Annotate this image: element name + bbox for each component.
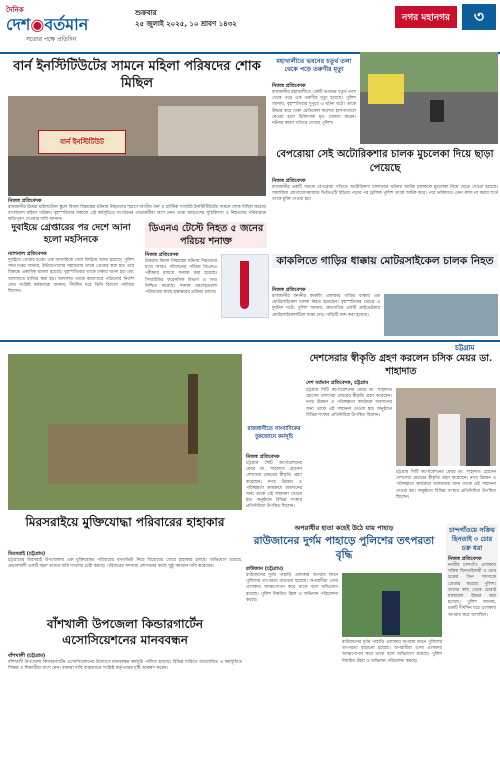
- chattogram-label: চট্টগ্রাম: [455, 344, 475, 352]
- section-divider: [0, 340, 500, 342]
- page-number: ৩: [462, 4, 496, 30]
- section-name: নগর মহানগর: [395, 6, 457, 28]
- issue-date: [135, 8, 237, 30]
- building-shape: [158, 106, 258, 156]
- story10-body: রাউজানের দুর্গম পাহাড়ি এলাকায় অপরাধ দমনে পুলিশের তৎপরতা বাড়ানো হয়েছে। অপরাধীরা এসব এলাকায় আত্মগোপন করে থাকে বলে অভিযোগ রয়েছে। পুলিশ নিয়মিত টহল ও অভিযান পরিচালনা করছে।: [246, 573, 338, 603]
- story10-body-2: রাউজানের দুর্গম পাহাড়ি এলাকায় অপরাধ দমনে পুলিশের তৎপরতা বাড়ানো হয়েছে। অপরাধীরা এসব এলাকায় আত্মগোপন করে থাকে বলে অভিযোগ রয়েছে। পুলিশ নিয়মিত টহল ও অভিযান পরিচালনা করছে।: [342, 640, 442, 664]
- collapsed-roof-shape: [48, 424, 198, 484]
- story5-photo: [360, 52, 498, 144]
- logo-word-1: দেশ: [6, 15, 31, 34]
- story11-body: নগরীর চান্দগাঁও এলাকায় সক্রিয় ছিনতাইকারী ও চোর চক্রের তিন সদস্যকে গ্রেপ্তার করেছে পুলিশ। তাদের কাছ থেকে চোরাই মালামাল উদ্ধার করা হয়েছে। পুলিশ জানায়, চক্রটি দীর্ঘদিন ধরে এলাকায় অপরাধ করে আসছিল।: [448, 563, 496, 618]
- logo-separator: ◉: [30, 15, 45, 34]
- story9-byline: মিরসরাই (চট্টগ্রাম): [8, 551, 46, 557]
- story7-byline: নিজস্ব প্রতিবেদক: [246, 454, 280, 460]
- auto-rickshaw-shape: [368, 74, 404, 104]
- story2-headline: দুবাইয়ে গ্রেপ্তারের পর দেশে আনা হলো মহসিনকে: [11, 223, 131, 245]
- story5-body: রাজধানীর একটি সড়কে বেপরোয়া গতিতে অটোরিকশা চালানোর ঘটনায় আটক চালককে মুচলেকা নিয়ে ছেড়ে দেওয়া হয়েছে। সামাজিক যোগাযোগমাধ্যমে ভিডিওটি ছড়িয়ে পড়ার পর ট্রাফিক পুলিশ তাকে আটক করে। পরে ভবিষ্যতে এমন কাজ না করার শর্তে তাকে মুক্তি দেওয়া হয়।: [272, 185, 498, 203]
- tagline: সত্যের পক্ষে প্রতিদিন: [26, 36, 77, 43]
- tree-trunk-shape: [188, 374, 198, 454]
- story9-headline: মিরসরাইয়ে মুক্তিযোদ্ধা পরিবারের হাহাকার: [25, 515, 225, 529]
- story6-headline: কাকলিতে গাড়ির ধাক্কায় মোটরসাইকেল চালক নিহত: [272, 254, 498, 268]
- story7-kicker: রাজধানীতে সাংবাদিকের বুকজোনে কর্মসূচি: [247, 426, 301, 440]
- story2-body: দুবাইয়ে গ্রেপ্তার হওয়া এক আসামিকে দেশে ফিরিয়ে আনা হয়েছে। পুলিশ সদর দপ্তর জানায়, ইন্টারপোলের সহায়তায় তাকে গ্রেপ্তার করা হয়। তার বিরুদ্ধে একাধিক মামলা রয়েছে। বৃহস্পতিবার তাকে ঢাকায় আনা হয় এবং আদালতে হাজির করা হয়। আদালত তাকে কারাগারে পাঠানোর নির্দেশ দেন। সংশ্লিষ্ট কর্মকর্তারা জানান, দীর্ঘদিন ধরে তিনি বিদেশে পালিয়ে ছিলেন।: [8, 258, 134, 295]
- banner-text: বার্ন ইনস্টিটিউট: [60, 138, 104, 146]
- story4-headline: ডিএনএ টেস্টে নিহত ৫ জনের পরিচয় শনাক্ত: [145, 222, 267, 248]
- motorbike-shape: [430, 100, 444, 122]
- story11-byline: নিজস্ব প্রতিবেদক: [448, 556, 482, 562]
- story8-photo: [396, 388, 496, 466]
- story10-photo: [342, 573, 442, 637]
- weekday: শুক্রবার: [135, 9, 157, 17]
- story11-headline: চান্দগাঁওয়ে সক্রিয় ছিনতাই ৩ চোর চক্র ধরা: [449, 526, 495, 552]
- story1-body: রাজধানীর উত্তরা মাইলস্টোন স্কুলে বিমান বিধ্বস্তের ঘটনায় নিহতদের স্মরণে জাতীয় বার্ন ও প্লাস্টিক সার্জারি ইনস্টিটিউটের সামনে শোক মিছিল করেছে বাংলাদেশ মহিলা পরিষদ। বৃহস্পতিবার সকালে এই কর্মসূচিতে সংগঠনের নেতাকর্মীরা অংশ নেন। তারা আহতদের সুচিকিৎসা ও নিহতদের পরিবারকে ক্ষতিপূরণ দেওয়ার দাবি জানান।: [8, 205, 266, 223]
- police-officer-shape: [382, 591, 400, 635]
- story9-photo: [8, 354, 242, 510]
- story5-byline: নিজস্ব প্রতিবেদক: [272, 178, 306, 184]
- test-tube-icon: [240, 261, 249, 309]
- story12-byline: বাঁশখালী (চট্টগ্রাম): [8, 653, 46, 659]
- story1-byline: নিজস্ব প্রতিবেদক: [8, 198, 42, 204]
- story12-body: বাঁশখালী উপজেলা কিন্ডারগার্টেন এসোসিয়েশনের উদ্যোগে মানববন্ধন কর্মসূচি পালিত হয়েছে। বিভিন্ন দাবিতে আয়োজিত এ কর্মসূচিতে শিক্ষক ও শিক্ষার্থীরা অংশ নেন। বক্তারা দাবি বাস্তবায়নে সংশ্লিষ্ট কর্তৃপক্ষের দৃষ্টি আকর্ষণ করেন।: [8, 660, 242, 672]
- story4-body: উত্তরায় বিমান বিধ্বস্তের ঘটনায় নিহতদের মধ্যে আরও পাঁচজনের পরিচয় ডিএনএ পরীক্ষার মাধ্যমে শনাক্ত করা হয়েছে। সিআইডির ফরেনসিক বিভাগ এ তথ্য নিশ্চিত করেছে। শনাক্ত মরদেহগুলো পরিবারের কাছে হস্তান্তরের প্রক্রিয়া চলছে।: [145, 259, 217, 296]
- story3-byline: নিজস্ব প্রতিবেদক: [272, 83, 306, 89]
- story8-caption: চট্টগ্রাম সিটি কর্পোরেশনের মেয়র ডা. শাহাদাত হোসেন দেশসেরা মেয়রের স্বীকৃতি গ্রহণ করেছেন। নগর উন্নয়ন ও পরিচ্ছন্নতা কার্যক্রমে অবদানের জন্য তাকে এই সম্মাননা দেওয়া হয়। অনুষ্ঠানে বিভিন্ন সংস্থার প্রতিনিধিরা উপস্থিত ছিলেন।: [396, 470, 496, 500]
- logo-word-2: বর্তমান: [44, 15, 89, 34]
- person-shape-3: [466, 418, 490, 466]
- date-line: ২৫ জুলাই ২০২৫, ১০ শ্রাবণ ১৪৩২: [135, 20, 237, 28]
- story6-body: রাজধানীর বনানীর কাকলি এলাকায় গাড়ির ধাক্কায় এক মোটরসাইকেল চালক নিহত হয়েছেন। বৃহস্পতিবার ভোরে এ দুর্ঘটনা ঘটে। পুলিশ জানায়, দ্রুতগতির একটি প্রাইভেটকার মোটরসাইকেলটিকে ধাক্কা দেয়। গাড়িটি জব্দ করা হয়েছে।: [272, 294, 380, 318]
- person-shape-1: [406, 418, 430, 466]
- story9-body: চট্টগ্রামের মিরসরাই উপজেলায় এক মুক্তিযোদ্ধা পরিবারের বসতভিটা নিয়ে বিরোধের জেরে হাহাকার চলছে। অভিযোগ রয়েছে, প্রভাবশালী একটি মহল তাদের জমি দখলের চেষ্টা করছে। পরিবারের সদস্যরা প্রশাসনের কাছে সুষ্ঠু সমাধান দাবি করেছেন।: [8, 558, 242, 570]
- story3-body: রাজধানীর মহাখালীতে একটি ভবনের চতুর্থ তলা থেকে পড়ে এক তরুণীর মৃত্যু হয়েছে। পুলিশ জানায়, বৃহস্পতিবার দুপুরে এ ঘটনা ঘটে। তাকে উদ্ধার করে ঢাকা মেডিকেল কলেজ হাসপাতালে নেওয়া হলে চিকিৎসক মৃত ঘোষণা করেন। ঘটনার কারণ খতিয়ে দেখছে পুলিশ।: [272, 90, 356, 127]
- story10-headline: রাউজানের দুর্গম পাহাড়ে পুলিশের তৎপরতা বৃদ্ধি: [253, 535, 435, 561]
- story4-byline: নিজস্ব প্রতিবেদক: [145, 252, 179, 258]
- story6-byline: নিজস্ব প্রতিবেদক: [272, 287, 306, 293]
- story6-photo: [384, 294, 498, 336]
- story8-byline: দেশ বর্তমান প্রতিবেদক, চট্টগ্রাম: [306, 380, 369, 386]
- story8-body: চট্টগ্রাম সিটি কর্পোরেশনের মেয়র ডা. শাহাদাত হোসেন দেশসেরা মেয়রের স্বীকৃতি গ্রহণ করেছেন। নগর উন্নয়ন ও পরিচ্ছন্নতা কার্যক্রমে অবদানের জন্য তাকে এই সম্মাননা দেওয়া হয়। অনুষ্ঠানে বিভিন্ন সংস্থার প্রতিনিধিরা উপস্থিত ছিলেন।: [306, 388, 392, 418]
- story10-byline: রাউজান (চট্টগ্রাম): [246, 566, 284, 572]
- protest-banner: [38, 130, 126, 154]
- story7-body: চট্টগ্রাম সিটি কর্পোরেশনের মেয়র ডা. শাহাদাত হোসেন দেশসেরা মেয়রের স্বীকৃতি গ্রহণ করেছেন। নগর উন্নয়ন ও পরিচ্ছন্নতা কার্যক্রমে অবদানের জন্য তাকে এই সম্মাননা দেওয়া হয়। অনুষ্ঠানে বিভিন্ন সংস্থার প্রতিনিধিরা উপস্থিত ছিলেন।: [246, 461, 302, 510]
- story1-photo: [8, 96, 266, 196]
- crowd-shape: [8, 156, 266, 196]
- story12-headline: বাঁশখালী উপজেলা কিন্ডারগার্টেন এসোসিয়েশনের মানববন্ধন: [46, 617, 204, 647]
- story2-byline: ন্যাশনাল প্রতিবেদক: [8, 251, 47, 257]
- dna-test-tube-image: [221, 254, 269, 318]
- story3-headline: মহাখালীতে ভবনের চতুর্থ তলা থেকে পড়ে তরুণীর মৃত্যু: [276, 58, 352, 73]
- story10-kicker: অপরাধীর হাতা কহেই উঠে যায় পাহাড়: [294, 524, 394, 532]
- person-shape-2: [438, 414, 460, 466]
- story8-headline: দেশসেরার স্বীকৃতি গ্রহণ করলেন চসিক মেয়র ডা. শাহাদাত: [309, 353, 493, 377]
- logo-top-text: দৈনিক: [6, 6, 24, 14]
- story1-headline: বার্ন ইনস্টিটিউটের সামনে মহিলা পরিষদের শোক মিছিল: [13, 59, 261, 91]
- story5-headline: বেপরোয়া সেই অটোরিকশার চালক মুচলেকা দিয়ে ছাড়া পেয়েছে: [276, 149, 494, 174]
